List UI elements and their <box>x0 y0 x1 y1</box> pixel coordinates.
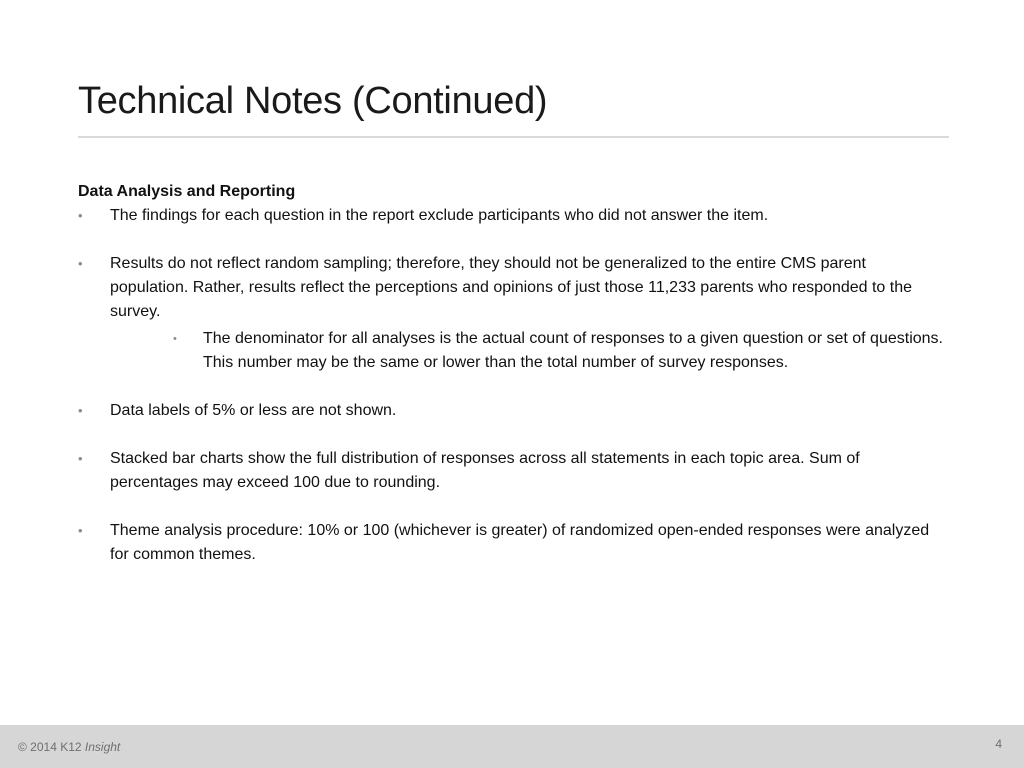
bullet-text: Data labels of 5% or less are not shown. <box>110 402 397 419</box>
footer-copyright <box>18 740 120 754</box>
slide-title: Technical Notes (Continued) <box>78 80 548 122</box>
sub-bullet-icon: • <box>173 333 177 345</box>
bullet-list <box>78 204 948 567</box>
slide-body <box>78 180 948 567</box>
bullet-text: Theme analysis procedure: 10% or 100 (whichever is greater) of randomized open-ended responses were analyzed for common themes. <box>110 522 930 563</box>
bullet-item <box>78 252 948 375</box>
bullet-icon: • <box>78 256 83 271</box>
bullet-icon: • <box>78 523 83 538</box>
bullet-item <box>78 519 948 567</box>
footer-bar <box>0 725 1024 768</box>
section-heading: Data Analysis and Reporting <box>78 183 296 200</box>
sub-bullet-list <box>110 327 948 375</box>
sub-bullet-text: The denominator for all analyses is the actual count of responses to a given question or set of questions. This number may be the same or lower than the total number of survey responses. <box>203 330 943 371</box>
bullet-item <box>78 399 948 423</box>
bullet-text: Stacked bar charts show the full distribution of responses across all statements in each topic area. Sum of percentages may exceed 100 due to rounding. <box>110 450 860 491</box>
sub-bullet-item <box>110 327 948 375</box>
bullet-text: Results do not reflect random sampling; therefore, they should not be generalized to the entire CMS parent population. Rather, results reflect the perceptions and opinions of just those 11,233 parents who responded to the survey. <box>110 255 913 320</box>
bullet-text: The findings for each question in the report exclude participants who did not answer the item. <box>110 207 769 224</box>
bullet-item <box>78 204 948 228</box>
bullet-icon: • <box>78 451 83 466</box>
page-number: 4 <box>995 737 1002 751</box>
title-divider <box>78 136 949 138</box>
copyright-text: © 2014 K12 <box>18 740 82 754</box>
bullet-icon: • <box>78 403 83 418</box>
bullet-icon: • <box>78 208 83 223</box>
bullet-item <box>78 447 948 495</box>
brand-italic: Insight <box>84 740 121 754</box>
